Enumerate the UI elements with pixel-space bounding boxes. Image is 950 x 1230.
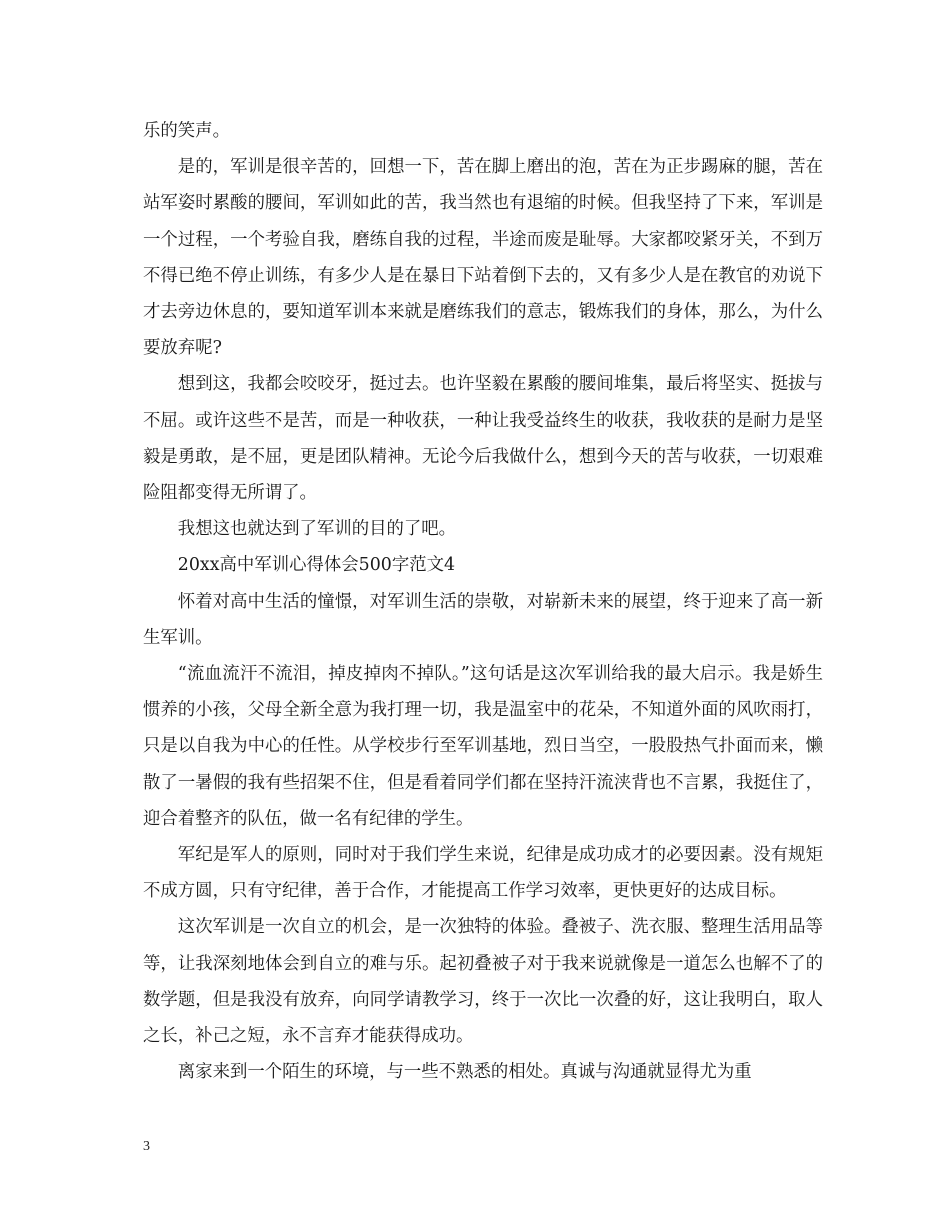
body-text [143, 113, 823, 1090]
paragraph: “流血流汗不流泪，掉皮掉肉不掉队。”这句话是这次军训给我的最大启示。我是娇生惯养的小孩，父母全新全意为我打理一切，我是温室中的花朵，不知道外面的风吹雨打，只是以自我为中心的任性。从学校步行至军训基地，烈日当空，一股股热气扑面而来，懒散了一暑假的我有些招架不住，但是看着同学们都在坚持汗流浃背也不言累，我挺住了，迎合着整齐的队伍，做一名有纪律的学生。 [143, 664, 823, 829]
paragraph: 军纪是军人的原则，同时对于我们学生来说，纪律是成功成才的必要因素。没有规矩不成方圆，只有守纪律，善于合作，才能提高工作学习效率，更快更好的达成目标。 [143, 845, 823, 902]
paragraph: 乐的笑声。 [143, 121, 230, 141]
paragraph: 离家来到一个陌生的环境，与一些不熟悉的相处。真诚与沟通就显得尤为重 [177, 1062, 752, 1083]
paragraph: 是的，军训是很辛苦的，回想一下，苦在脚上磨出的泡，苦在为正步踢麻的腿，苦在站军姿时累酸的腰间，军训如此的苦，我当然也有退缩的时候。但我坚持了下来，军训是一个过程，一个考验自我，磨练自我的过程，半途而废是耻辱。大家都咬紧牙关，不到万不得已绝不停止训练，有多少人是在暴日下站着倒下去的，又有多少人是在教官的劝说下才去旁边休息的，要知道军训本来就是磨练我们的意志，锻炼我们的身体，那么，为什么要放弃呢? [143, 157, 823, 359]
paragraph: 怀着对高中生活的憧憬，对军训生活的崇敬，对崭新未来的展望，终于迎来了高一新生军训。 [143, 591, 823, 648]
paragraph: 我想这也就达到了军训的目的了吧。 [177, 519, 457, 540]
paragraph: 这次军训是一次自立的机会，是一次独特的体验。叠被子、洗衣服、整理生活用品等等，让我深刻地体会到自立的难与乐。起初叠被子对于我来说就像是一道怎么也解不了的数学题，但是我没有放弃，向同学请教学习，终于一次比一次叠的好，这让我明白，取人之长，补己之短，永不言弃才能获得成功。 [143, 917, 823, 1047]
paragraph: 想到这，我都会咬咬牙，挺过去。也许坚毅在累酸的腰间堆集，最后将坚实、挺拔与不屈。或许这些不是苦，而是一种收获，一种让我受益终生的收获，我收获的是耐力是坚毅是勇敢，是不屈，更是团队精神。无论今后我做什么，想到今天的苦与收获，一切艰难险阻都变得无所谓了。 [143, 374, 823, 504]
section-heading: 20xx高中军训心得体会500字范文4 [177, 555, 456, 576]
page-number: 3 [143, 1139, 150, 1154]
